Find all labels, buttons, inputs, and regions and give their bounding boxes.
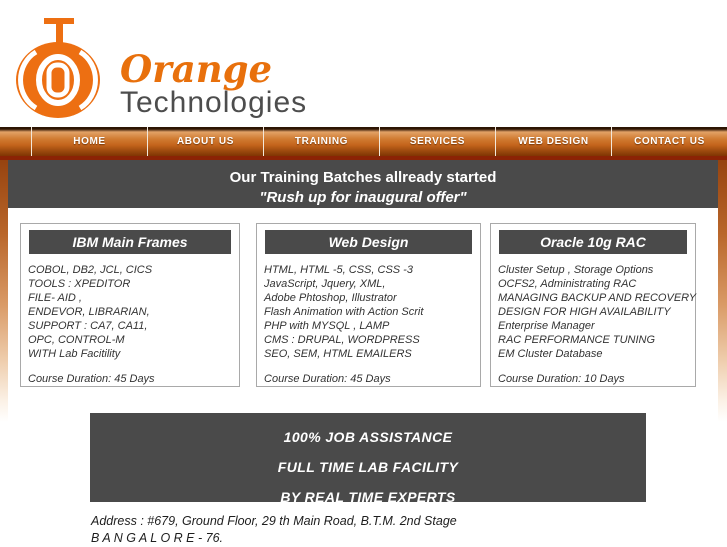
course-topics (498, 263, 697, 361)
left-accent-strip (0, 160, 8, 422)
address-block (91, 513, 727, 547)
course-topic-line: SUPPORT : CA7, CA11, (28, 320, 148, 332)
highlights-banner (90, 413, 646, 505)
course-topic-line: CMS : DRUPAL, WORDPRESS (264, 334, 420, 346)
course-duration: Course Duration: 45 Days (264, 373, 391, 385)
course-card-title: Web Design (265, 230, 472, 254)
main-nav (0, 127, 727, 156)
course-topic-line: HTML, HTML -5, CSS, CSS -3 (264, 264, 413, 276)
course-topics (28, 263, 231, 361)
nav-item[interactable]: HOME (31, 127, 147, 156)
course-topics (264, 263, 472, 361)
course-card (490, 223, 696, 387)
course-topic-line: WITH Lab Facitility (28, 348, 121, 360)
course-topic-line: Flash Animation with Action Scrit (264, 306, 424, 318)
nav-item[interactable]: CONTACT US (611, 127, 727, 156)
course-card (20, 223, 240, 387)
course-cards-row (0, 208, 727, 387)
course-card-title: Oracle 10g RAC (499, 230, 687, 254)
address-line-2: B A N G A L O R E - 76. (91, 531, 223, 545)
address-line-1: Address : #679, Ground Floor, 29 th Main Road, B.T.M. 2nd Stage (91, 514, 457, 528)
content-area (0, 156, 727, 547)
logo[interactable] (12, 14, 307, 124)
course-card (256, 223, 481, 387)
nav-item[interactable]: TRAINING (263, 127, 379, 156)
orange-fruit-logo-icon (12, 14, 112, 124)
highlight-line: 100% JOB ASSISTANCE (283, 429, 453, 445)
course-topic-line: RAC PERFORMANCE TUNING (498, 334, 656, 346)
course-topic-line: Cluster Setup , Storage Options (498, 264, 654, 276)
course-duration: Course Duration: 45 Days (28, 373, 155, 385)
course-card-body (491, 254, 695, 385)
course-topic-line: Adobe Phtoshop, Illustrator (264, 292, 397, 304)
site-header (0, 0, 727, 127)
nav-left-spacer (0, 127, 31, 156)
announcement-line-1: Our Training Batches allready started (229, 169, 497, 186)
brand-name-technologies: Technologies (120, 86, 308, 119)
course-topic-line: FILE- AID , (28, 292, 82, 304)
course-topic-line: PHP with MYSQL , LAMP (264, 320, 390, 332)
course-topic-line: JavaScript, Jquery, XML, (264, 278, 386, 290)
course-topic-line: EM Cluster Database (498, 348, 603, 360)
nav-item[interactable]: WEB DESIGN (495, 127, 611, 156)
course-topic-line: SEO, SEM, HTML EMAILERS (264, 348, 412, 360)
course-topic-line: COBOL, DB2, JCL, CICS (28, 264, 153, 276)
course-duration: Course Duration: 10 Days (498, 373, 625, 385)
course-topic-line: DESIGN FOR HIGH AVAILABILITY (498, 306, 671, 318)
course-card-body (21, 254, 239, 385)
course-topic-line: Enterprise Manager (498, 320, 595, 332)
course-topic-line: OCFS2, Administrating RAC (498, 278, 637, 290)
logo-text (120, 47, 308, 119)
highlight-line: FULL TIME LAB FACILITY (277, 459, 459, 475)
course-topic-line: MANAGING BACKUP AND RECOVERY (498, 292, 697, 304)
brand-name-orange: Orange (120, 47, 273, 91)
course-topic-line: ENDEVOR, LIBRARIAN, (28, 306, 150, 318)
course-card-title: IBM Main Frames (29, 230, 231, 254)
right-accent-strip (718, 160, 727, 422)
nav-item[interactable]: ABOUT US (147, 127, 263, 156)
course-topic-line: OPC, CONTROL-M (28, 334, 125, 346)
announcement-line-2: "Rush up for inaugural offer" (259, 189, 467, 206)
course-card-body (257, 254, 480, 385)
announcement-banner (8, 160, 718, 208)
nav-item[interactable]: SERVICES (379, 127, 495, 156)
course-topic-line: TOOLS : XPEDITOR (28, 278, 131, 290)
highlight-line: BY REAL TIME EXPERTS (280, 489, 456, 505)
